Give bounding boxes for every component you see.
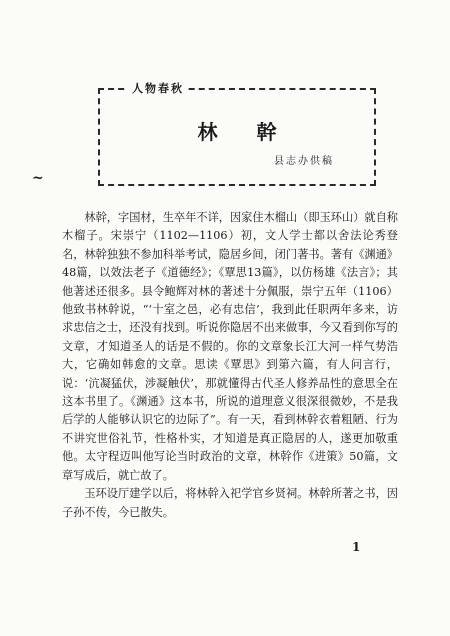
article-byline: 县志办供稿 — [274, 156, 334, 167]
body-paragraph-2: 玉环设厅建学以后，将林幹入祀学官乡贤祠。林幹所著之书，因子孙不传，今已散失。 — [62, 487, 398, 519]
article-title: 林 幹 — [197, 120, 293, 144]
column-label: 人物春秋 — [128, 80, 188, 96]
body-paragraph-1: 林幹，字国材，生卒年不详，因家住木榴山（即玉环山）就自称木榴子。宋崇宁（1102—1106）初，文人学士都以舍法论秀登名，林幹独独不参加科举考试，隐居乡间，闭门著书。著有《渊通》48篇，以效法老子《道德经》；《覃思13篇》，以仿杨雄《法言》；其他著述还很多。县令鲍辉对林的著述十分佩服，崇宁五年（1106）他致书林幹说，“‘十室之邑，必有忠信’，我到此任职两年多来，访求忠信之士，还没有找到。听说你隐居不出来做事，今又看到你写的文章，才知道圣人的话是不假的。你的文章象长江大河一样气势浩大，它确如韩愈的文章。思读《覃思》到第六篇，有人问言行，说：‘沆凝猛伏，涉凝触伏’，那就懂得古代圣人修养品性的意思全在这本书里了。《渊通》这本书，所说的道理意义很深很微妙，不是我后学的人能够认识它的边际了”。有一天，看到林幹衣着粗陋、行为不讲究世俗礼节，性格朴实，才知道是真正隐居的人，遂更加敬重他。太守程迈叫他写论当时政治的文章，林幹作《进策》50篇，文章写成后，就亡故了。 — [62, 211, 398, 482]
article-body — [62, 209, 398, 522]
margin-mark: ~ — [32, 170, 44, 186]
article-header-box — [98, 82, 376, 186]
page-number: 1 — [352, 540, 361, 554]
